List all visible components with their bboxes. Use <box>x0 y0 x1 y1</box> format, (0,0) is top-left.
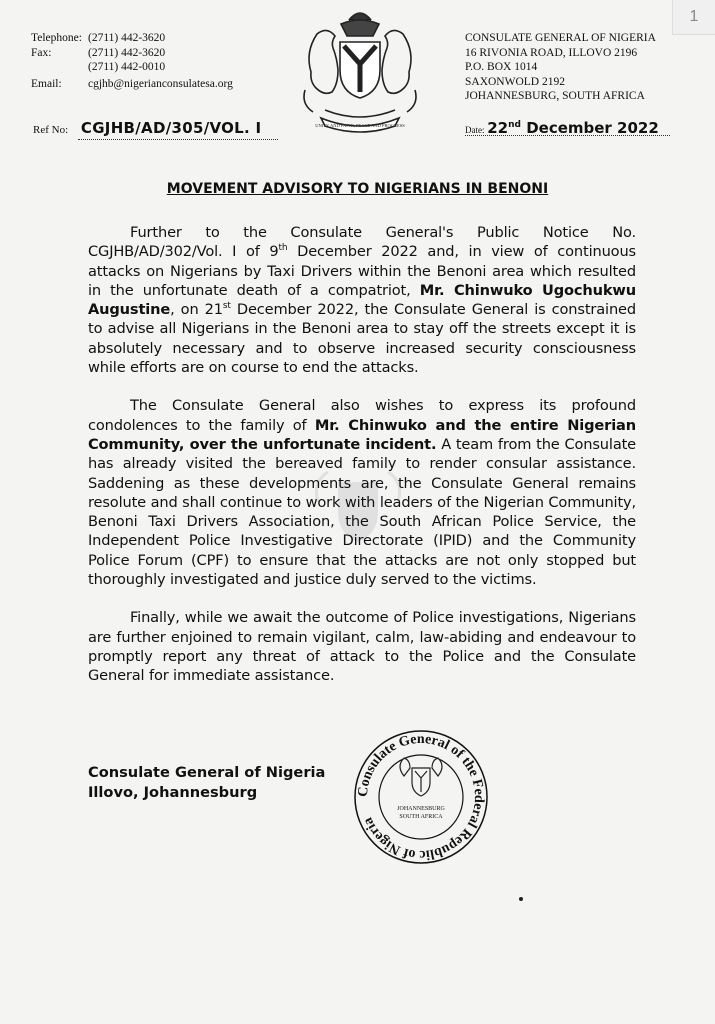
victim-name: Mr. Chinwuko Ugochukwu Augustine <box>88 281 637 319</box>
signature-block <box>88 763 325 803</box>
svg-text:Consulate General of the Feder <box>356 732 486 862</box>
p1-text: December 2022, the Consulate General is constrained to advise all Nigerians in the Benoni area to stay off the streets except it is absolutely necessary and to observe increased security consciousness while efforts are on course to end the attacks. <box>88 301 636 377</box>
contact-value: (2711) 442-3620 <box>88 46 166 59</box>
contact-value: (2711) 442-0010 <box>88 61 166 73</box>
page-number-badge: 1 <box>672 0 715 35</box>
p2-bold-text: Mr. Chinwuko and the entire Nigerian Community, over the unfortunate incident. <box>88 416 636 453</box>
address-line: 16 RIVONIA ROAD, ILLOVO 2196 <box>465 46 638 59</box>
contact-value: cgjhb@nigerianconsulatesa.org <box>88 77 233 90</box>
address-block <box>465 31 656 104</box>
date-day-suffix: nd <box>508 120 521 130</box>
contact-label: Telephone: <box>31 32 82 44</box>
reference-number <box>33 119 293 137</box>
contact-row-email <box>31 77 233 92</box>
stamp-inner-line-2: SOUTH AFRICA <box>399 814 443 820</box>
paragraph-3: Finally, while we await the outcome of Police investigations, Nigerians are further enjoined to remain vigilant, calm, law-abiding and endeavour to promptly report any threat of attack to the Police and the Consulate General for immediate assistance. <box>88 609 636 685</box>
address-line: CONSULATE GENERAL OF NIGERIA <box>465 32 656 44</box>
stamp-inner-line-1: JOHANNESBURG <box>397 806 445 812</box>
ref-value: CGJHB/AD/305/VOL. I <box>80 119 262 137</box>
p2-text: The Consulate General also wishes to express its profound condolences to the family of <box>88 397 636 434</box>
stray-mark <box>519 897 523 901</box>
contact-row-telephone <box>31 31 233 46</box>
p1-text: , on 21 <box>170 301 223 319</box>
p1-sup-th: th <box>278 243 288 254</box>
contact-label <box>31 60 88 75</box>
address-line: SAXONWOLD 2192 <box>465 75 565 88</box>
date-dotted-line <box>465 135 670 136</box>
contact-value: (2711) 442-3620 <box>88 32 166 44</box>
advisory-title <box>0 181 715 197</box>
signature-line-2: Illovo, Johannesburg <box>88 784 258 801</box>
address-line: P.O. BOX 1014 <box>465 61 538 73</box>
p1-text: December 2022 and, in view of continuous attacks on Nigerians by Taxi Drivers within the Benoni area which resulted in the unfortunate death of a compatriot, <box>88 243 637 299</box>
contact-label: Fax: <box>31 46 52 59</box>
p1-sup-st: st <box>222 301 231 312</box>
crest-motto: UNITY AND FAITH, PEACE AND PROGRESS <box>315 123 405 128</box>
contact-row-fax-2 <box>31 60 233 75</box>
contact-label: Email: <box>31 77 62 90</box>
signature-line-1: Consulate General of Nigeria <box>88 764 326 781</box>
stamp-ring-text: Consulate General of the Federal Republic of Nigeria <box>355 731 487 863</box>
letter-date <box>465 119 670 137</box>
p1-text: Further to the Consulate General's Public Notice No. CGJHB/AD/302/Vol. I of 9 <box>88 224 636 261</box>
coat-of-arms-crest <box>291 2 429 142</box>
paragraph-1 <box>88 223 636 377</box>
letter-body <box>88 223 636 705</box>
official-stamp <box>352 728 490 866</box>
contact-block <box>31 31 233 91</box>
advisory-title-text: MOVEMENT ADVISORY TO NIGERIANS IN BENONI <box>166 181 549 197</box>
paragraph-2 <box>88 396 636 589</box>
ref-label: Ref No: <box>33 124 69 136</box>
date-label: Date: <box>465 125 485 135</box>
p2-text: A team from the Consulate has already visited the bereaved family to render consular assistance. Saddening as these developments are, the Consulate General remains resolute and shall continue to work with leaders of the Nigerian Community, Benoni Taxi Drivers Association, the South African Police Service, the Independent Police Investigative Directorate (IPID) and the Community Police Forum (CPF) to ensure that the attacks are not only stopped but thoroughly investigated and justice duly served to the victims. <box>88 435 637 589</box>
date-day: 22 <box>487 119 509 137</box>
contact-row-fax <box>31 46 233 61</box>
address-line: JOHANNESBURG, SOUTH AFRICA <box>465 90 645 102</box>
date-month-year: December 2022 <box>520 119 659 137</box>
